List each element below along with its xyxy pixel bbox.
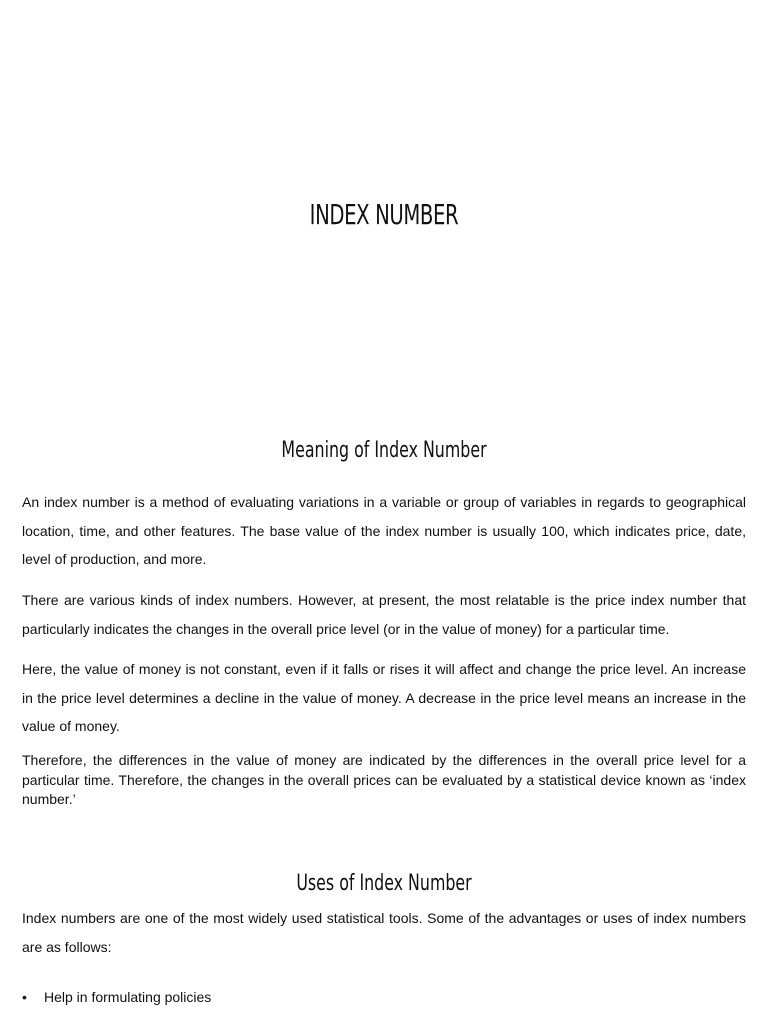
section-heading-meaning: Meaning of Index Number (281, 438, 487, 463)
bullet-icon: • (22, 989, 27, 1005)
meaning-paragraph-3: Here, the value of money is not constant, even if it falls or rises it will affect and change the price level. An increase in the price level determines a decline in the value of money. A decrease in the price level means an increase in the value of money. (22, 661, 746, 734)
meaning-paragraph-2: There are various kinds of index numbers. However, at present, the most relatable is the price index number that particularly indicates the changes in the overall price level (or in the value of money) for a particular time. (22, 592, 746, 637)
document-title: INDEX NUMBER (309, 198, 459, 231)
meaning-paragraph-1: An index number is a method of evaluating variations in a variable or group of variables in regards to geographical location, time, and other features. The base value of the index number is usually 100, which indicates price, date, level of production, and more. (22, 494, 746, 567)
list-item-text: Help in formulating policies (44, 989, 212, 1005)
uses-paragraph-1: Index numbers are one of the most widely used statistical tools. Some of the advantages or uses of index numbers are as follows: (22, 910, 746, 955)
list-item (22, 986, 746, 1008)
section-heading-uses: Uses of Index Number (296, 871, 472, 896)
meaning-paragraph-4: Therefore, the differences in the value of money are indicated by the differences in the overall price level for a particular time. Therefore, the changes in the overall prices can be evaluated by a statistical device known as ‘index number.’ (22, 752, 746, 807)
uses-bullet-list (22, 986, 746, 1008)
